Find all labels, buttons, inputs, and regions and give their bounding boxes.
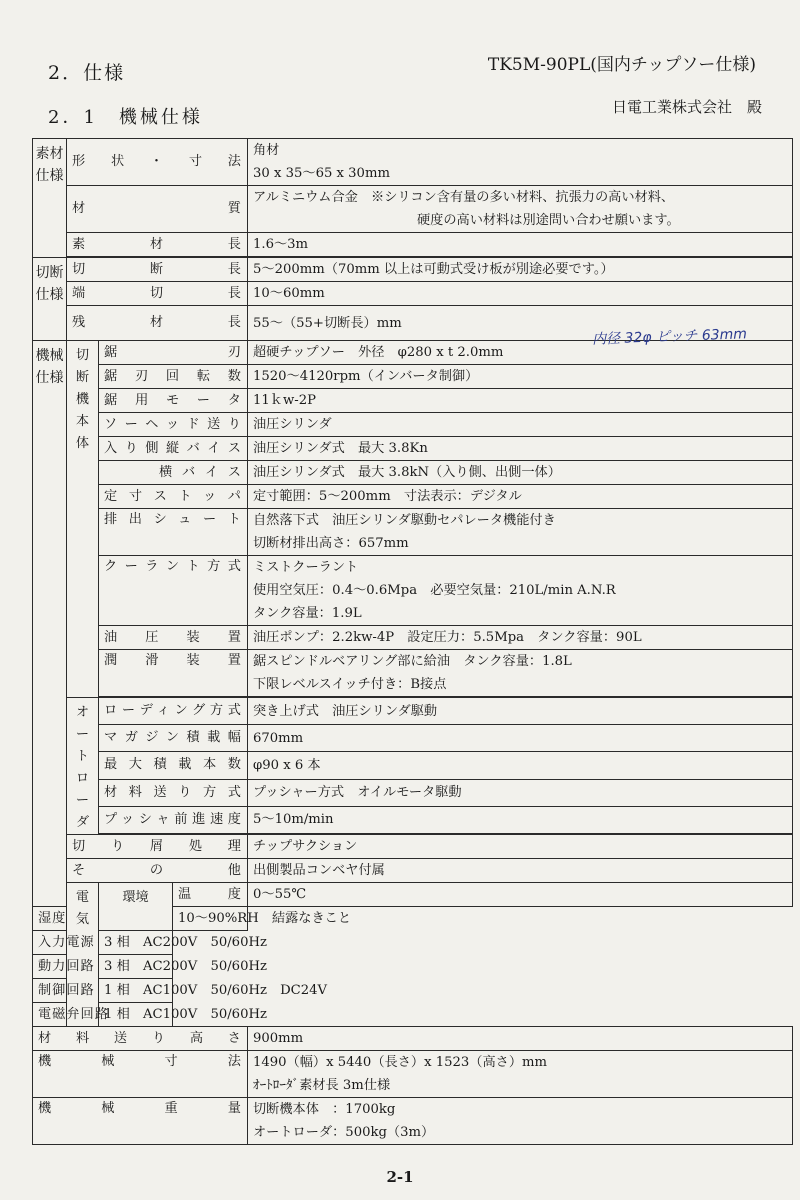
row-value: 油圧シリンダ	[248, 413, 793, 437]
table-row	[33, 1027, 793, 1051]
row-value: 突き上げ式 油圧シリンダ駆動	[248, 698, 793, 725]
model-name: TK5M-90PL(国内チップソー仕様)	[487, 55, 756, 75]
category-cutter-body: 切断機本体	[67, 341, 99, 698]
row-label: 排出シュート	[99, 509, 248, 556]
row-label: 鋸刃	[99, 341, 248, 365]
table-row	[33, 1003, 793, 1027]
table-row	[33, 1098, 793, 1145]
row-value: 10～90%RH 結露なきこと	[173, 907, 248, 931]
row-value: 出側製品コンベヤ付属	[248, 859, 793, 883]
table-row	[33, 779, 793, 806]
row-label: 残材長	[67, 306, 248, 341]
row-label: クーラント方式	[99, 556, 248, 626]
table-row	[33, 979, 793, 1003]
table-row	[33, 233, 793, 257]
row-value: 油圧シリンダ式 最大 3.8kN（入り側、出側一体）	[248, 461, 793, 485]
table-row	[33, 955, 793, 979]
row-value: 5～200mm（70mm 以上は可動式受け板が別途必要です。）	[248, 258, 793, 282]
row-value: 3 相 AC200V 50/60Hz	[99, 955, 173, 979]
row-value: アルミニウム合金 ※シリコン含有量の多い材料、抗張力の高い材料、 硬度の高い材料は別途問い合わせ願います。	[248, 186, 793, 233]
table-row	[33, 186, 793, 233]
row-value: 11ｋw-2P	[248, 389, 793, 413]
table-row	[33, 258, 793, 282]
table-row	[33, 556, 793, 626]
section-title: 2．仕様	[48, 62, 126, 84]
table-row	[33, 461, 793, 485]
table-row	[33, 626, 793, 650]
subsection-title: 2．1 機械仕様	[48, 107, 203, 128]
table-row	[33, 365, 793, 389]
table-row	[33, 437, 793, 461]
category-machine: 機械仕様	[33, 341, 67, 907]
row-value: 切断機本体 ：1700kg オートローダ：500kg（3m）	[248, 1098, 793, 1145]
row-label: 素材長	[67, 233, 248, 257]
category-environment: 環境	[99, 883, 173, 931]
category-electric: 電気	[67, 883, 99, 1027]
table-row	[33, 806, 793, 833]
row-label: 鋸刃回転数	[99, 365, 248, 389]
handwritten-note: 内径 32φ ピッチ 63mm	[591, 326, 748, 348]
row-label: 機械寸法	[33, 1051, 248, 1098]
category-autoloader: オートローダ	[67, 698, 99, 835]
row-label: 電磁弁回路	[33, 1003, 99, 1027]
table-row	[33, 282, 793, 306]
row-value: チップサクション	[248, 835, 793, 859]
row-value: 1490（幅）x 5440（長さ）x 1523（高さ）mm ｵｰﾄﾛｰﾀﾞ素材長 3m仕様	[248, 1051, 793, 1098]
row-value: 1520～4120rpm（インバータ制御）	[248, 365, 793, 389]
row-label: 定寸ストッパ	[99, 485, 248, 509]
row-label: 最大積載本数	[99, 752, 248, 779]
row-label: 入力電源	[33, 931, 99, 955]
row-value: ミストクーラント 使用空気圧：0.4～0.6Mpa 必要空気量：210L/min A.N.R タンク容量：1.9L	[248, 556, 793, 626]
row-label: その他	[67, 859, 248, 883]
table-row	[33, 389, 793, 413]
row-value: 3 相 AC200V 50/60Hz	[99, 931, 173, 955]
row-value: 油圧ポンプ：2.2kw-4P 設定圧力：5.5Mpa タンク容量：90L	[248, 626, 793, 650]
row-value: 自然落下式 油圧シリンダ駆動セパレータ機能付き 切断材排出高さ：657mm	[248, 509, 793, 556]
spec-table	[32, 138, 793, 1145]
recipient-company: 日電工業株式会社 殿	[611, 98, 762, 116]
row-label: 入り側縦バイス	[99, 437, 248, 461]
table-row	[33, 725, 793, 752]
row-label: 切り屑処理	[67, 835, 248, 859]
row-label: 切断長	[67, 258, 248, 282]
row-label: 機械重量	[33, 1098, 248, 1145]
row-label: 材料送り高さ	[33, 1027, 248, 1051]
row-label: ソーヘッド送り	[99, 413, 248, 437]
category-material: 素材仕様	[33, 139, 67, 258]
row-value: 1 相 AC100V 50/60Hz DC24V	[99, 979, 173, 1003]
table-row	[33, 835, 793, 859]
category-cut: 切断仕様	[33, 258, 67, 341]
row-label: 材料送り方式	[99, 779, 248, 806]
row-label: 制御回路	[33, 979, 99, 1003]
row-label: 温度	[173, 883, 248, 907]
row-label: プッシャ前進速度	[99, 806, 248, 833]
row-value: φ90 x 6 本	[248, 752, 793, 779]
row-label: 形状・寸法	[67, 139, 248, 186]
row-label: マガジン積載幅	[99, 725, 248, 752]
table-row	[33, 485, 793, 509]
table-row	[33, 859, 793, 883]
row-label: 動力回路	[33, 955, 99, 979]
table-row	[33, 509, 793, 556]
row-value: 1.6～3m	[248, 233, 793, 257]
row-value: 670mm	[248, 725, 793, 752]
table-row	[33, 650, 793, 697]
table-row	[33, 698, 793, 725]
row-label: 湿度	[33, 907, 67, 931]
row-value: 900mm	[248, 1027, 793, 1051]
table-row	[33, 1051, 793, 1098]
row-value: 油圧シリンダ式 最大 3.8Kn	[248, 437, 793, 461]
page-number: 2-1	[386, 1168, 414, 1186]
row-value: 10～60mm	[248, 282, 793, 306]
table-row	[33, 931, 793, 955]
table-row	[33, 139, 793, 186]
table-row	[33, 413, 793, 437]
row-value: 角材 30 x 35～65 x 30mm	[248, 139, 793, 186]
row-label: 横バイス	[99, 461, 248, 485]
row-value: 超硬チップソー 外径 φ280 x t 2.0mm	[248, 341, 793, 365]
row-value: 0～55℃	[248, 883, 793, 907]
row-value: 定寸範囲：5～200mm 寸法表示：デジタル	[248, 485, 793, 509]
row-label: 鋸用モータ	[99, 389, 248, 413]
row-label: 材質	[67, 186, 248, 233]
table-row	[33, 883, 793, 907]
row-value: 1 相 AC100V 50/60Hz	[99, 1003, 173, 1027]
row-value: プッシャー方式 オイルモータ駆動	[248, 779, 793, 806]
row-label: 潤滑装置	[99, 650, 248, 697]
row-value: 5～10m/min	[248, 806, 793, 833]
row-label: 端切長	[67, 282, 248, 306]
table-row	[33, 752, 793, 779]
row-label: 油圧装置	[99, 626, 248, 650]
row-value: 55～（55+切断長）mm	[248, 306, 793, 341]
row-label: ローディング方式	[99, 698, 248, 725]
row-value: 鋸スピンドルベアリング部に給油 タンク容量：1.8L 下限レベルスイッチ付き：B接点	[248, 650, 793, 697]
